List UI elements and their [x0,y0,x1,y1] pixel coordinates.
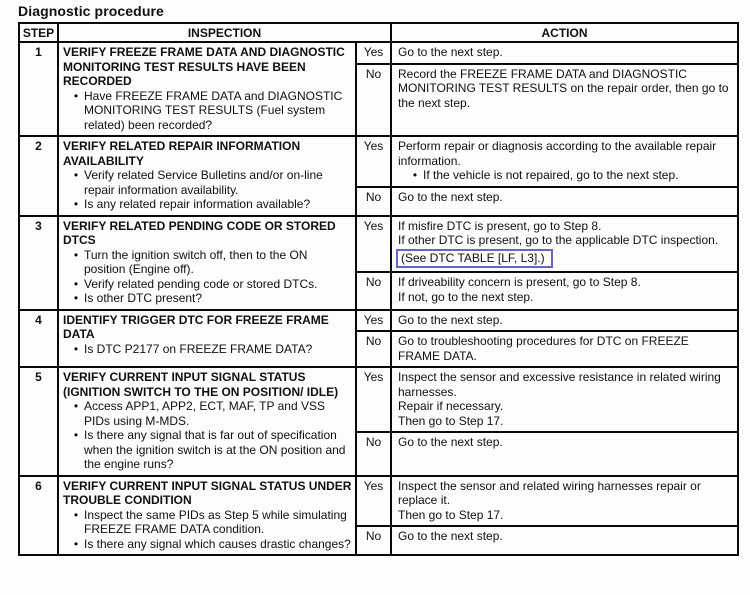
inspection-bullet-text: Have FREEZE FRAME DATA and DIAGNOSTIC MONITORING TEST RESULTS (Fuel system related) been recorded? [84,88,343,132]
inspection-cell [58,216,356,310]
action-line: Record the FREEZE FRAME DATA and DIAGNOSTIC MONITORING TEST RESULTS on the repair order, then go to the next step. [398,66,729,110]
action-line: Go to troubleshooting procedures for DTC on FREEZE FRAME DATA. [398,334,689,363]
action-line [398,248,733,269]
inspection-bullet-item [63,537,352,552]
yes-action-cell [391,310,738,332]
inspection-bullet-item [63,428,352,472]
bullet-icon: • [412,168,418,182]
inspection-bullet-text: Verify related Service Bulletins and/or on-line repair information availability. [84,168,323,197]
step-number: 4 [19,310,58,368]
action-line: Inspect the sensor and excessive resistance in related wiring harnesses. [398,370,721,399]
action-line: Perform repair or diagnosis according to the available repair information. [398,139,717,168]
inspection-cell [58,136,356,216]
action-line: Go to the next step. [398,312,503,327]
inspection-cell [58,42,356,136]
action-line: Inspect the sensor and related wiring harnesses repair or replace it. [398,478,701,507]
inspection-title: VERIFY CURRENT INPUT SIGNAL STATUS (IGNITION SWITCH TO THE ON POSITION/ IDLE) [63,370,339,399]
inspection-bullet-text: Is there any signal that is far out of specification when the ignition switch is at the ON position and the engine runs? [84,428,346,471]
inspection-bullet-text: Is there any signal which causes drastic changes? [84,536,351,551]
inspection-bullet-item [63,291,352,306]
yes-action-cell [391,136,738,187]
inspection-bullet-item [63,342,352,357]
action-line: If other DTC is present, go to the applicable DTC inspection. [398,233,719,247]
dtc-table-link[interactable]: (See DTC TABLE [LF, L3].) [396,249,553,269]
header-row [19,23,738,42]
yes-label: Yes [356,42,391,64]
header-step: STEP [19,23,58,42]
bullet-icon: • [73,507,79,522]
step-4-yes-row [19,310,738,332]
page-title: Diagnostic procedure [18,3,164,19]
inspection-bullet-item [63,89,352,133]
step-number: 6 [19,476,58,556]
no-action-cell [391,526,738,555]
no-action-cell [391,432,738,476]
action-line: Repair if necessary. [398,399,504,413]
yes-label: Yes [356,476,391,527]
inspection-title: IDENTIFY TRIGGER DTC FOR FREEZE FRAME DATA [63,312,329,341]
bullet-icon: • [73,168,79,182]
action-bullet-text: If the vehicle is not repaired, go to the next step. [423,168,679,182]
inspection-bullet-item [63,168,352,197]
table-body [19,42,738,555]
step-number: 1 [19,42,58,136]
no-action-cell [391,331,738,367]
no-label: No [356,432,391,476]
inspection-bullet-item [63,248,352,277]
step-3-yes-row [19,216,738,273]
bullet-icon: • [73,88,79,103]
yes-action-cell [391,216,738,273]
action-line: Go to the next step. [398,529,503,543]
no-action-cell [391,64,738,137]
no-label: No [356,64,391,137]
inspection-bullet-text: Is other DTC present? [84,291,203,305]
inspection-title: VERIFY RELATED REPAIR INFORMATION AVAILABILITY [63,139,301,168]
action-line: Then go to Step 17. [398,413,504,428]
inspection-bullet-text: Turn the ignition switch off, then to the ON position (Engine off). [84,247,308,276]
step-6-yes-row [19,476,738,527]
no-label: No [356,331,391,367]
inspection-bullet-item [63,277,352,292]
inspection-cell [58,476,356,556]
header-inspection: INSPECTION [58,23,391,42]
bullet-icon: • [73,276,79,291]
action-bullet-item [398,168,733,183]
no-label: No [356,526,391,555]
bullet-icon: • [73,399,79,413]
yes-label: Yes [356,216,391,273]
inspection-bullet-text: Inspect the same PIDs as Step 5 while simulating FREEZE FRAME DATA condition. [84,507,347,536]
inspection-title: VERIFY RELATED PENDING CODE OR STORED DTCS [63,218,336,247]
step-2-yes-row [19,136,738,187]
step-1-yes-row [19,42,738,64]
inspection-bullet-item [63,197,352,212]
step-5-yes-row [19,367,738,432]
inspection-title: VERIFY FREEZE FRAME DATA AND DIAGNOSTIC MONITORING TEST RESULTS HAVE BEEN RECORDED [63,45,345,88]
yes-label: Yes [356,367,391,432]
bullet-icon: • [73,247,79,262]
step-number: 3 [19,216,58,310]
action-line: Then go to Step 17. [398,507,504,522]
inspection-bullet-item [63,399,352,428]
inspection-cell [58,310,356,368]
action-line: Go to the next step. [398,189,503,204]
diagnostic-procedure-table [18,22,739,556]
action-line: If not, go to the next step. [398,289,534,304]
no-action-cell [391,272,738,310]
inspection-bullet-text: Is any related repair information available? [84,197,311,211]
yes-label: Yes [356,136,391,187]
yes-action-cell [391,367,738,432]
bullet-icon: • [73,428,79,442]
bullet-icon: • [73,341,79,356]
inspection-title: VERIFY CURRENT INPUT SIGNAL STATUS UNDER TROUBLE CONDITION [63,478,352,507]
inspection-bullet-item [63,508,352,537]
yes-action-cell [391,476,738,527]
step-number: 2 [19,136,58,216]
action-line: Go to the next step. [398,45,503,59]
bullet-icon: • [73,536,79,551]
yes-label: Yes [356,310,391,332]
action-line: Go to the next step. [398,435,503,449]
bullet-icon: • [73,197,79,211]
no-label: No [356,187,391,216]
yes-action-cell [391,42,738,64]
no-action-cell [391,187,738,216]
step-number: 5 [19,367,58,476]
bullet-icon: • [73,291,79,305]
inspection-bullet-text: Is DTC P2177 on FREEZE FRAME DATA? [84,341,313,356]
inspection-bullet-text: Access APP1, APP2, ECT, MAF, TP and VSS PIDs using M-MDS. [84,399,326,428]
inspection-bullet-text: Verify related pending code or stored DTCs. [84,276,318,291]
action-line: If driveability concern is present, go to Step 8. [398,275,641,289]
no-label: No [356,272,391,310]
inspection-cell [58,367,356,476]
action-line: If misfire DTC is present, go to Step 8. [398,218,602,233]
header-action: ACTION [391,23,738,42]
